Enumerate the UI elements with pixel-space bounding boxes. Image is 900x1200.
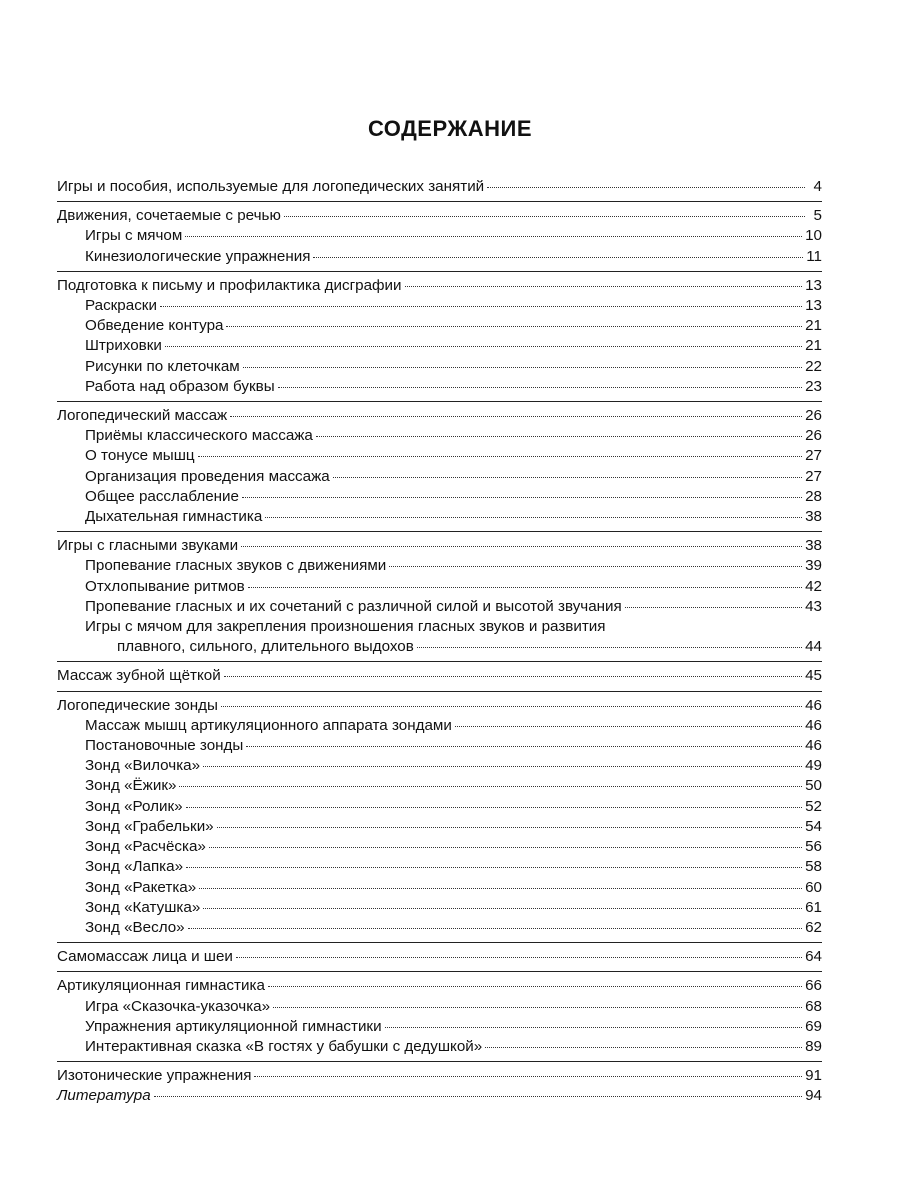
- toc-subentry[interactable]: [57, 878, 822, 898]
- toc-entry-literature[interactable]: [57, 1086, 822, 1106]
- toc-subentry-label: Пропевание гласных звуков с движениями: [85, 557, 387, 575]
- dot-leader: [243, 367, 802, 368]
- toc-subentry[interactable]: [57, 426, 822, 446]
- toc-subentry-page: 52: [805, 797, 822, 815]
- toc-subentry-label: Приёмы классического массажа: [85, 427, 313, 445]
- toc-entry-page: 13: [805, 276, 822, 294]
- toc-subentry-label: Зонд «Ролик»: [85, 797, 183, 815]
- toc-entry-label: Самомассаж лица и шеи: [57, 948, 233, 966]
- toc-subentry-label: Массаж мышц артикуляционного аппарата зондами: [85, 716, 452, 734]
- dot-leader: [203, 908, 802, 909]
- dot-leader: [268, 986, 802, 987]
- dot-leader: [242, 497, 802, 498]
- toc-entry-label: Движения, сочетаемые с речью: [57, 207, 281, 225]
- toc-subentry[interactable]: [57, 1017, 822, 1037]
- toc-entry[interactable]: [57, 696, 822, 716]
- dot-leader: [417, 647, 802, 648]
- toc-subentry-label: Игра «Сказочка-указочка»: [85, 997, 271, 1015]
- toc-subentry[interactable]: [57, 296, 822, 316]
- toc-subentry-page: 22: [805, 357, 822, 375]
- dot-leader: [185, 236, 802, 237]
- toc-subentry-page: 54: [805, 817, 822, 835]
- toc-subentry-page: 56: [805, 838, 822, 856]
- toc-subentry-page: 21: [805, 317, 822, 335]
- toc-subentry[interactable]: [57, 797, 822, 817]
- toc-subentry[interactable]: [57, 467, 822, 487]
- toc-subentry-label: Работа над образом буквы: [85, 377, 275, 395]
- toc-entry-label: Игры с гласными звуками: [57, 537, 239, 555]
- toc-section: [57, 947, 822, 972]
- toc-subentry-label: Раскраски: [85, 297, 157, 315]
- toc-subentry-page: 42: [805, 577, 822, 595]
- toc-subentry-page: 39: [805, 557, 822, 575]
- dot-leader: [209, 847, 802, 848]
- toc-subentry-page: 69: [805, 1017, 822, 1035]
- toc-entry[interactable]: [57, 947, 822, 967]
- dot-leader: [278, 387, 802, 388]
- toc-subentry[interactable]: [57, 817, 822, 837]
- toc-subentry[interactable]: [57, 316, 822, 336]
- dot-leader: [186, 807, 803, 808]
- toc-section: [57, 666, 822, 691]
- dot-leader: [485, 1047, 802, 1048]
- dot-leader: [625, 607, 802, 608]
- toc-subentry-page: 26: [805, 427, 822, 445]
- toc-entry-label: Подготовка к письму и профилактика дисграфии: [57, 276, 402, 294]
- toc-subentry-label: Отхлопывание ритмов: [85, 577, 245, 595]
- toc-entry-page: 46: [805, 696, 822, 714]
- toc-entry-label: Литература: [57, 1087, 151, 1105]
- dot-leader: [217, 827, 802, 828]
- toc-subentry-page: 61: [805, 898, 822, 916]
- toc-subentry-label: Упражнения артикуляционной гимнастики: [85, 1017, 382, 1035]
- toc-entry-page: 66: [805, 977, 822, 995]
- toc-entry-page: 94: [805, 1087, 822, 1105]
- toc-section: [57, 536, 822, 662]
- toc-subentry-label: плавного, сильного, длительного выдохов: [117, 638, 414, 656]
- toc-section: [57, 696, 822, 943]
- toc-subentry-label: Постановочные зонды: [85, 737, 244, 755]
- page-title: СОДЕРЖАНИЕ: [367, 116, 533, 141]
- dot-leader: [455, 726, 802, 727]
- toc-entry[interactable]: [57, 276, 822, 296]
- toc-subentry-page: 60: [805, 878, 822, 896]
- toc-subentry-page: 44: [805, 638, 822, 656]
- toc-entry-page: 45: [805, 667, 822, 685]
- toc-subentry[interactable]: [57, 377, 822, 397]
- toc-entry-page: 38: [805, 537, 822, 555]
- toc-subentry-label: Общее расслабление: [85, 487, 239, 505]
- dot-leader: [316, 436, 802, 437]
- toc-subentry-page: 49: [805, 757, 822, 775]
- dot-leader: [224, 676, 802, 677]
- toc-subentry-label: Обведение контура: [85, 317, 224, 335]
- toc-subentry-label: Штриховки: [85, 337, 162, 355]
- dot-leader: [487, 187, 805, 188]
- toc-entry-page: 26: [805, 407, 822, 425]
- toc-entry-label: Артикуляционная гимнастика: [57, 977, 265, 995]
- toc-entry[interactable]: [57, 406, 822, 426]
- toc-subentry[interactable]: [57, 776, 822, 796]
- toc-subentry-page: 62: [805, 918, 822, 936]
- toc-subentry-page: 46: [805, 737, 822, 755]
- toc-section: [57, 177, 822, 202]
- toc-subentry-label-line1[interactable]: Игры с мячом для закрепления произношения гласных звуков и развития: [85, 618, 606, 636]
- table-of-contents: [57, 177, 822, 1115]
- toc-entry-page: 5: [813, 207, 822, 225]
- toc-entry-label: Массаж зубной щёткой: [57, 667, 221, 685]
- toc-subentry-page: 89: [805, 1037, 822, 1055]
- toc-entry-label: Игры и пособия, используемые для логопедических занятий: [57, 178, 485, 195]
- toc-subentry-label: Зонд «Вилочка»: [85, 757, 201, 775]
- toc-subentry-label: Зонд «Весло»: [85, 918, 185, 936]
- toc-subentry[interactable]: [57, 336, 822, 356]
- dot-leader: [313, 257, 803, 258]
- dot-leader: [389, 566, 802, 567]
- toc-entry-label: Логопедический массаж: [57, 407, 228, 425]
- toc-subentry-label: Зонд «Расчёска»: [85, 838, 206, 856]
- toc-subentry[interactable]: [57, 577, 822, 597]
- toc-subentry-label: Дыхательная гимнастика: [85, 508, 263, 526]
- toc-entry-label: Изотонические упражнения: [57, 1067, 252, 1085]
- dot-leader: [160, 306, 802, 307]
- toc-subentry-page: 38: [805, 508, 822, 526]
- toc-subentry-label: Интерактивная сказка «В гостях у бабушки с дедушкой»: [85, 1037, 483, 1055]
- dot-leader: [198, 456, 803, 457]
- toc-subentry-page: 28: [805, 487, 822, 505]
- toc-subentry[interactable]: [57, 507, 822, 527]
- toc-section: [57, 406, 822, 532]
- toc-subentry[interactable]: [57, 637, 822, 657]
- dot-leader: [254, 1076, 802, 1077]
- dot-leader: [246, 746, 802, 747]
- dot-leader: [154, 1096, 802, 1097]
- toc-subentry-label: Организация проведения массажа: [85, 467, 330, 485]
- toc-subentry-page: 13: [805, 297, 822, 315]
- toc-subentry[interactable]: [57, 226, 822, 246]
- dot-leader: [405, 286, 803, 287]
- dot-leader: [273, 1007, 802, 1008]
- toc-entry[interactable]: [57, 206, 822, 226]
- dot-leader: [248, 587, 802, 588]
- toc-subentry[interactable]: [57, 837, 822, 857]
- toc-section: [57, 1066, 822, 1110]
- toc-subentry-page: 68: [805, 997, 822, 1015]
- dot-leader: [265, 517, 802, 518]
- toc-entry[interactable]: [57, 536, 822, 556]
- toc-subentry[interactable]: [57, 487, 822, 507]
- dot-leader: [186, 867, 802, 868]
- dot-leader: [165, 346, 802, 347]
- toc-entry[interactable]: [57, 666, 822, 686]
- toc-subentry[interactable]: [57, 716, 822, 736]
- dot-leader: [199, 888, 802, 889]
- toc-subentry-page: 23: [805, 377, 822, 395]
- toc-subentry-label: Зонд «Грабельки»: [85, 817, 214, 835]
- toc-subentry-page: 58: [805, 858, 822, 876]
- toc-subentry-page: 10: [805, 227, 822, 245]
- toc-subentry[interactable]: [57, 857, 822, 877]
- toc-subentry[interactable]: [57, 918, 822, 938]
- toc-entry-page: 64: [805, 948, 822, 966]
- toc-subentry-page: 46: [805, 716, 822, 734]
- toc-subentry-page: 43: [805, 597, 822, 615]
- toc-subentry[interactable]: [57, 997, 822, 1017]
- toc-subentry[interactable]: [57, 898, 822, 918]
- toc-entry-page: 4: [813, 178, 822, 195]
- toc-subentry-label: Зонд «Ракетка»: [85, 878, 197, 896]
- toc-subentry[interactable]: [57, 556, 822, 576]
- dot-leader: [241, 546, 802, 547]
- toc-entry[interactable]: [57, 177, 822, 197]
- toc-subentry[interactable]: [57, 756, 822, 776]
- toc-entry[interactable]: [57, 1066, 822, 1086]
- toc-subentry[interactable]: [57, 357, 822, 377]
- toc-subentry-label: Кинезиологические упражнения: [85, 247, 311, 265]
- toc-subentry[interactable]: [57, 446, 822, 466]
- toc-subentry-label: Зонд «Ёжик»: [85, 777, 177, 795]
- toc-subentry-label: Игры с мячом: [85, 227, 183, 245]
- dot-leader: [284, 216, 805, 217]
- toc-subentry-page: 50: [805, 777, 822, 795]
- toc-subentry-label: Зонд «Лапка»: [85, 858, 184, 876]
- toc-subentry[interactable]: [57, 736, 822, 756]
- toc-section: [57, 206, 822, 272]
- toc-entry-label: Логопедические зонды: [57, 696, 218, 714]
- dot-leader: [226, 326, 802, 327]
- toc-subentry[interactable]: [57, 597, 822, 617]
- dot-leader: [188, 928, 802, 929]
- toc-subentry[interactable]: [57, 247, 822, 267]
- toc-subentry-page: 11: [806, 247, 822, 265]
- toc-entry[interactable]: [57, 976, 822, 996]
- toc-section: [57, 276, 822, 402]
- dot-leader: [179, 786, 802, 787]
- dot-leader: [333, 477, 802, 478]
- dot-leader: [221, 706, 802, 707]
- toc-subentry-page: 21: [805, 337, 822, 355]
- dot-leader: [203, 766, 802, 767]
- dot-leader: [385, 1027, 803, 1028]
- toc-subentry-page: 27: [805, 447, 822, 465]
- dot-leader: [230, 416, 802, 417]
- toc-subentry-label: Зонд «Катушка»: [85, 898, 201, 916]
- toc-subentry-label: Пропевание гласных и их сочетаний с различной силой и высотой звучания: [85, 597, 622, 615]
- toc-entry-page: 91: [805, 1067, 822, 1085]
- toc-subentry-label: Рисунки по клеточкам: [85, 357, 240, 375]
- dot-leader: [236, 957, 802, 958]
- toc-subentry[interactable]: [57, 1037, 822, 1057]
- toc-subentry-page: 27: [805, 467, 822, 485]
- toc-section: [57, 976, 822, 1062]
- toc-subentry-label: О тонусе мышц: [85, 447, 195, 465]
